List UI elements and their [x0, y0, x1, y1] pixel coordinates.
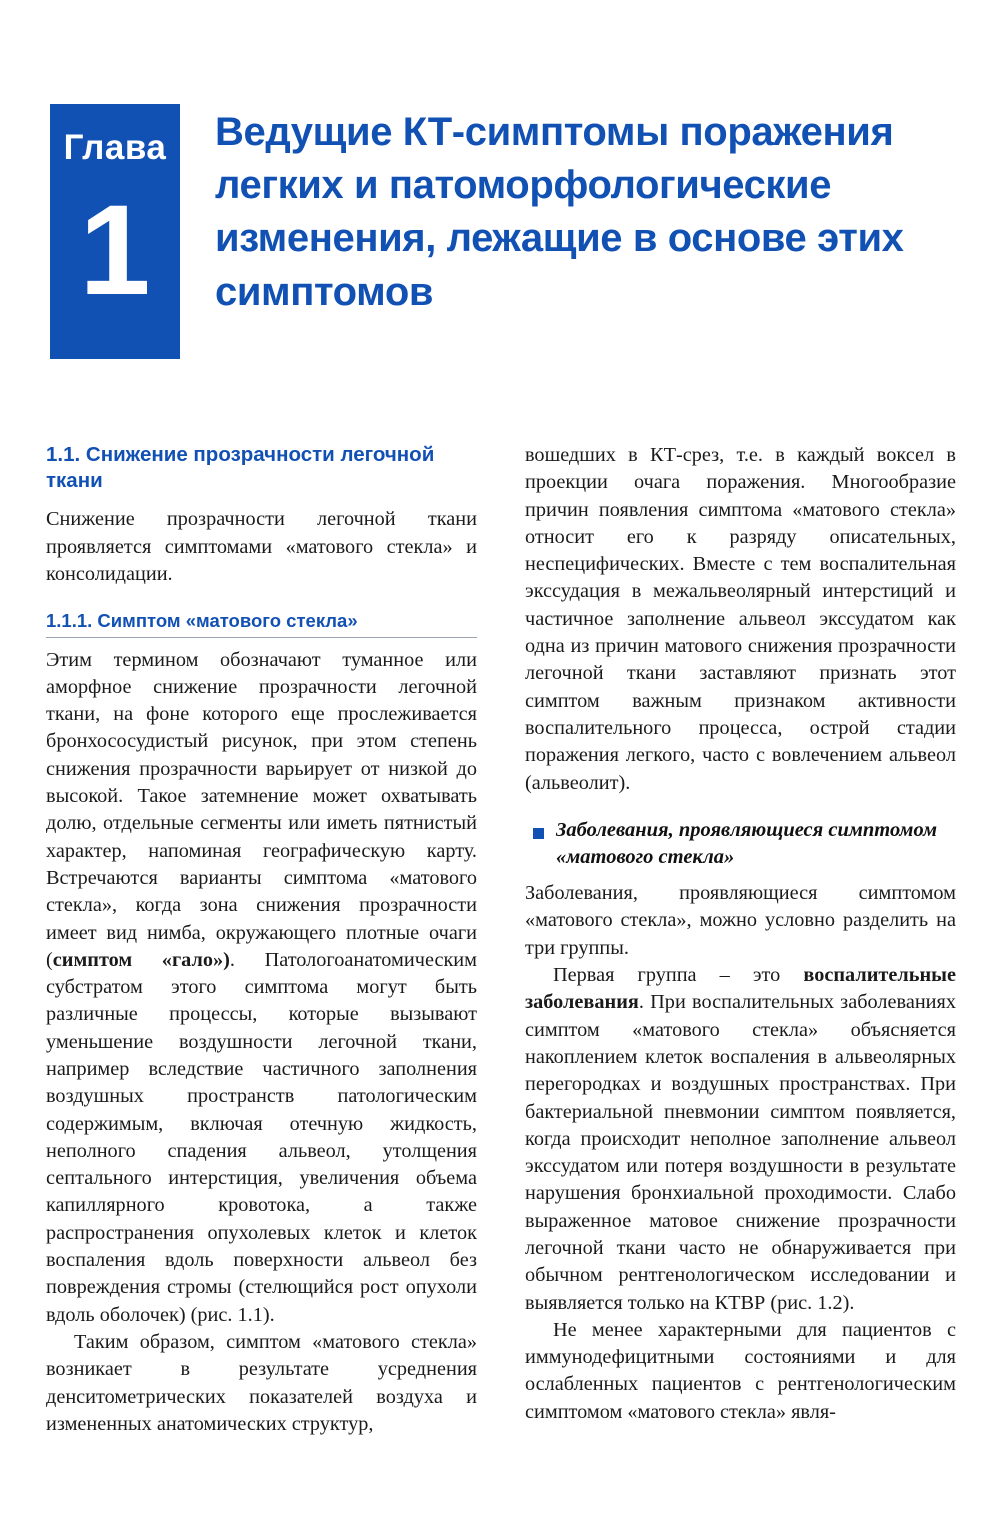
left-bold-phrase: симптом «гало»)	[52, 948, 230, 971]
section-title: 1.1. Снижение прозрачности легочной ткани	[46, 443, 435, 493]
chapter-header	[50, 104, 950, 359]
chapter-badge-word: Глава	[63, 128, 167, 167]
right-bold-phrase: воспалительные заболевания	[525, 964, 956, 1014]
bullet-heading-row	[525, 817, 956, 870]
subsection-rule	[46, 637, 477, 638]
left-paragraph-1	[46, 647, 477, 1329]
right-paragraph-2-part1: Первая группа – это	[553, 964, 804, 987]
subsection-title: 1.1.1. Симптом «матового стекла»	[46, 610, 358, 632]
body-columns	[46, 442, 956, 1438]
square-bullet-icon	[533, 828, 544, 839]
right-paragraph-1: Заболевания, проявляющиеся симптомом «матового стекла», можно условно разделить на три группы.	[525, 882, 956, 959]
right-paragraph-3: Не менее характерными для пациентов с иммунодефицитными состояниями и для ослабленных пациентов с рентгенологическим симптомом «матового стекла» явля-	[525, 1318, 956, 1423]
left-paragraph-1-part2: . Патологоанатомическим субстратом этого симптома могут быть различные процессы, которые вызывают уменьшение воздушности легочной ткани, например вследствие частичного заполнения воздушных пространств патологическим содержимым, включая отечную жидкость, неполного спадения альвеол, утолщения септального интерстиция, увеличения объема капиллярного кровотока, а также распространения опухолевых клеток и клеток воспаления вдоль поверхности альвеол без повреждения стромы (стелющийся рост опухоли вдоль оболочек) (рис. 1.1).	[46, 948, 477, 1326]
chapter-title: Ведущие КТ-симптомы поражения легких и патоморфологические изменения, лежащие в основе этих симптомов	[215, 110, 904, 314]
right-paragraph-2-part2: . При воспалительных заболеваниях симптом «матового стекла» объясняется накоплением клеток воспаления в альвеолярных перегородках и воздушных пространствах. При бактериальной пневмонии симптом появляется, когда происходит неполное заполнение альвеол экссудатом или потеря воздушности в результате нарушения бронхиальной проходимости. Слабо выраженное матовое снижение прозрачности легочной ткани часто не обнаруживается при обычном рентгенологическом исследовании и выявляется только на КТВР (рис. 1.2).	[525, 991, 956, 1314]
right-paragraph-top: вошедших в КТ-срез, т.е. в каждый воксел в проекции очага поражения. Многообразие причин появления симптома «матового стекла» относит его к разряду описательных, неспецифических. Вместе с тем воспалительная экссудация в межальвеолярный интерстиций и частичное заполнение альвеол экссудатом как одна из причин матового снижения прозрачности легочной ткани заставляют признать этот симптом важным признаком активности воспалительного процесса, острой стадии поражения легкого, часто с вовлечением альвеол (альвеолит).	[525, 444, 956, 794]
left-paragraph-2: Таким образом, симптом «матового стекла» возникает в результате усреднения денситометрических показателей воздуха и измененных анатомических структур,	[46, 1330, 477, 1435]
left-column	[46, 442, 477, 1438]
right-column	[525, 442, 956, 1438]
section-intro-paragraph: Снижение прозрачности легочной ткани проявляется симптомами «матового стекла» и консолидации.	[46, 508, 477, 586]
chapter-badge-number: 1	[79, 179, 151, 322]
bullet-heading-text: Заболевания, проявляющиеся симптомом «матового стекла»	[556, 818, 937, 868]
chapter-badge	[50, 104, 180, 359]
right-paragraph-2	[525, 962, 956, 1317]
left-paragraph-1-part1: Этим термином обозначают туманное или аморфное снижение прозрачности легочной ткани, на фоне которого еще прослеживается бронхососудистый рисунок, при этом степень снижения прозрачности варьирует от низкой до высокой. Такое затемнение может охватывать долю, отдельные сегменты или иметь пятнистый характер, напоминая географическую карту. Встречаются варианты симптома «матового стекла», когда зона снижения прозрачности имеет вид нимба, окружающего плотные очаги (	[46, 648, 477, 971]
